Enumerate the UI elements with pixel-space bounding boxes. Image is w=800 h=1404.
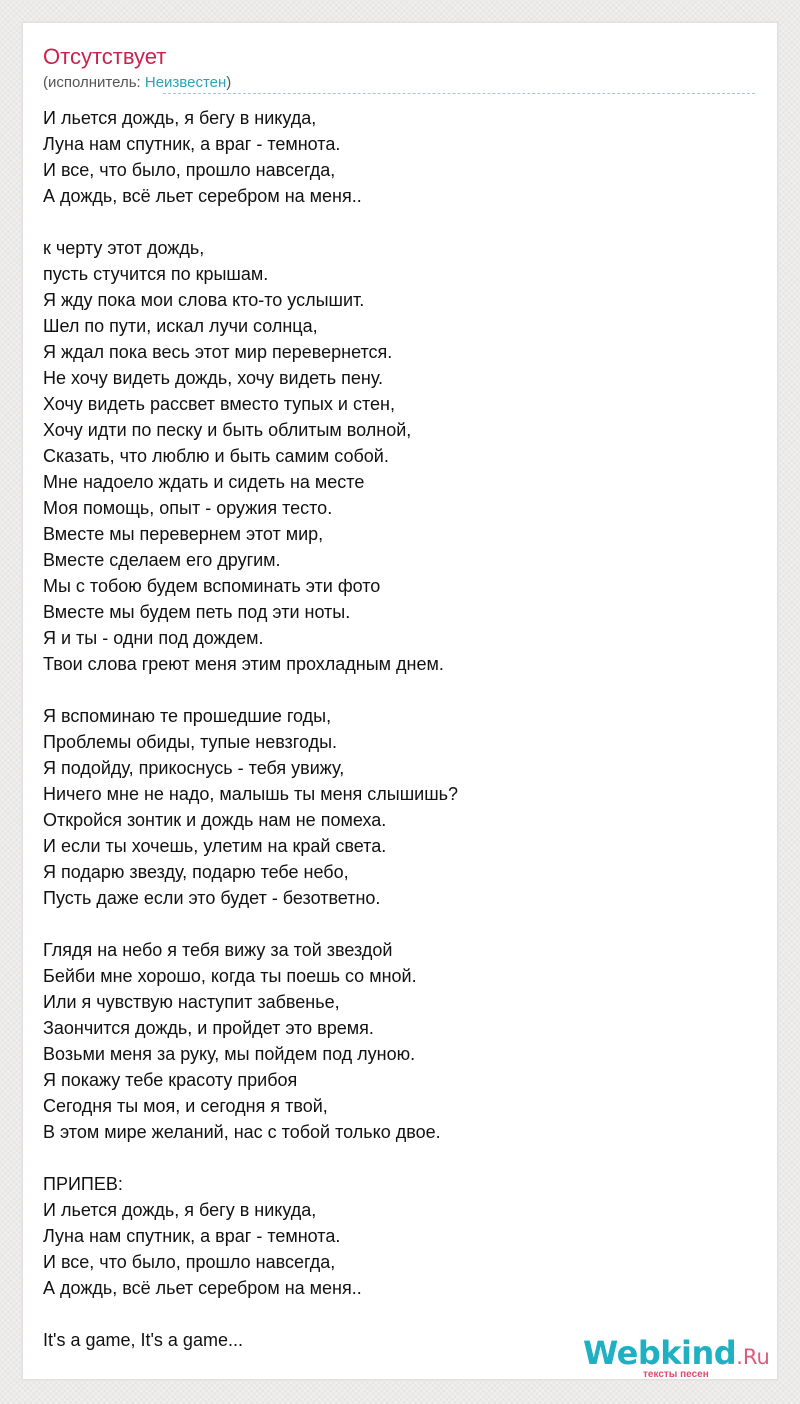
artist-suffix: ): [226, 74, 232, 91]
lyric-line: пусть стучится по крышам.: [43, 264, 269, 284]
lyric-line: Я жду пока мои слова кто-то услышит.: [43, 290, 365, 310]
lyric-line: Вместе мы перевернем этот мир,: [43, 524, 324, 544]
lyric-line: Не хочу видеть дождь, хочу видеть пену.: [43, 368, 384, 388]
lyric-line: Мы с тобою будем вспоминать эти фото: [43, 576, 381, 596]
lyric-line: к черту этот дождь,: [43, 238, 205, 258]
lyric-line: Вместе мы будем петь под эти ноты.: [43, 602, 351, 622]
lyric-line: Хочу видеть рассвет вместо тупых и стен,: [43, 394, 395, 414]
lyric-line: И все, что было, прошло навсегда,: [43, 160, 336, 180]
lyric-line: Или я чувствую наступит забвенье,: [43, 992, 340, 1012]
logo-brand: Webkind: [583, 1334, 737, 1372]
lyric-line: It's a game, It's a game...: [43, 1330, 243, 1350]
title-divider: [163, 93, 755, 94]
lyrics-text: [43, 105, 743, 1379]
lyric-line: Мне надоело ждать и сидеть на месте: [43, 472, 365, 492]
lyric-line: Хочу идти по песку и быть облитым волной,: [43, 420, 412, 440]
lyric-line: И если ты хочешь, улетим на край света.: [43, 836, 387, 856]
lyric-line: И льется дождь, я бегу в никуда,: [43, 108, 317, 128]
lyric-line: Моя помощь, опыт - оружия тесто.: [43, 498, 333, 518]
lyric-line: Я подойду, прикоснусь - тебя увижу,: [43, 758, 345, 778]
lyrics-stanza: [43, 105, 743, 209]
lyric-line: В этом мире желаний, нас с тобой только двое.: [43, 1122, 441, 1142]
logo-domain: .Ru: [736, 1345, 770, 1369]
artist-line: [43, 73, 231, 93]
lyric-line: Сказать, что люблю и быть самим собой.: [43, 446, 389, 466]
logo-tagline: тексты песен: [643, 1369, 709, 1380]
lyric-line: Ничего мне не надо, малышь ты меня слышишь?: [43, 784, 459, 804]
lyric-line: И все, что было, прошло навсегда,: [43, 1252, 336, 1272]
lyrics-stanza: [43, 235, 743, 677]
song-title: Отсутствует: [43, 44, 167, 69]
lyric-line: А дождь, всё льет серебром на меня..: [43, 186, 362, 206]
lyric-line: Пусть даже если это будет - безответно.: [43, 888, 381, 908]
lyric-line: Я и ты - одни под дождем.: [43, 628, 264, 648]
lyrics-card: [22, 22, 778, 1380]
lyric-line: Я подарю звезду, подарю тебе небо,: [43, 862, 349, 882]
lyric-line: Заончится дождь, и пройдет это время.: [43, 1018, 374, 1038]
lyrics-stanza: [43, 937, 743, 1145]
lyric-line: Я ждал пока весь этот мир перевернется.: [43, 342, 393, 362]
lyric-line: Бейби мне хорошо, когда ты поешь со мной.: [43, 966, 417, 986]
lyric-line: ПРИПЕВ:: [43, 1174, 123, 1194]
lyric-line: Вместе сделаем его другим.: [43, 550, 281, 570]
lyric-line: Луна нам спутник, а враг - темнота.: [43, 1226, 341, 1246]
lyric-line: А дождь, всё льет серебром на меня..: [43, 1278, 362, 1298]
lyric-line: Я покажу тебе красоту прибоя: [43, 1070, 298, 1090]
lyric-line: Возьми меня за руку, мы пойдем под луною.: [43, 1044, 416, 1064]
lyric-line: Луна нам спутник, а враг - темнота.: [43, 134, 341, 154]
lyric-line: Откройся зонтик и дождь нам не помеха.: [43, 810, 387, 830]
artist-link[interactable]: Неизвестен: [144, 74, 227, 91]
lyric-line: Твои слова греют меня этим прохладным днем.: [43, 654, 444, 674]
lyrics-stanza: [43, 1171, 743, 1301]
site-logo[interactable]: [583, 1335, 779, 1379]
lyric-line: Я вспоминаю те прошедшие годы,: [43, 706, 332, 726]
lyrics-stanza: [43, 703, 743, 911]
lyric-line: Проблемы обиды, тупые невзгоды.: [43, 732, 338, 752]
lyric-line: И льется дождь, я бегу в никуда,: [43, 1200, 317, 1220]
artist-prefix: (исполнитель:: [43, 74, 145, 91]
lyric-line: Сегодня ты моя, и сегодня я твой,: [43, 1096, 328, 1116]
lyric-line: Глядя на небо я тебя вижу за той звездой: [43, 940, 393, 960]
lyric-line: Шел по пути, искал лучи солнца,: [43, 316, 318, 336]
